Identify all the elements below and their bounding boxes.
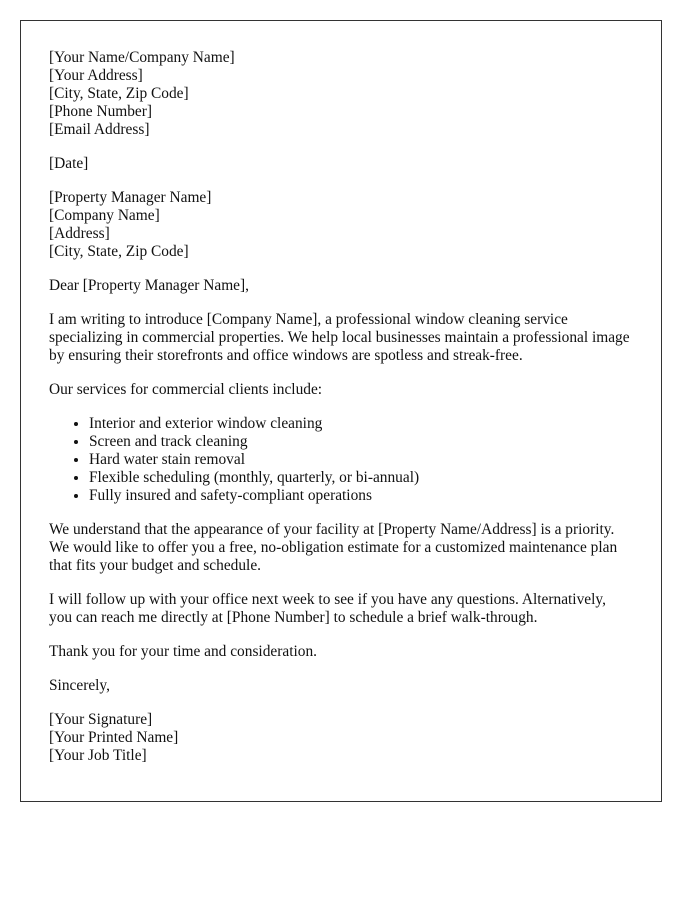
sender-block xyxy=(49,49,632,139)
letter xyxy=(20,20,662,802)
follow-up-paragraph: I will follow up with your office next week to see if you have any questions. Alternatively, you can reach me directly at [Phone Number] to schedule a brief walk-through. xyxy=(49,591,606,626)
sender-address: [Your Address] xyxy=(49,67,143,84)
list-item: • Hard water stain removal xyxy=(89,451,632,469)
signature: [Your Signature] xyxy=(49,711,153,728)
recipient-city: [City, State, Zip Code] xyxy=(49,243,189,260)
signature-block xyxy=(49,711,632,765)
salutation: Dear [Property Manager Name], xyxy=(49,277,249,294)
closing: Sincerely, xyxy=(49,677,110,694)
date: [Date] xyxy=(49,155,89,172)
offer-paragraph: We understand that the appearance of your facility at [Property Name/Address] is a priority. We would like to offer you a free, no-obligation estimate for a customized maintenance plan that fits your budget and schedule. xyxy=(49,521,618,574)
list-item: • Interior and exterior window cleaning xyxy=(89,415,632,433)
intro-paragraph: I am writing to introduce [Company Name], a professional window cleaning service specializing in commercial properties. We help local businesses maintain a professional image by ensuring their storefronts and office windows are spotless and streak-free. xyxy=(49,311,630,364)
list-item: • Fully insured and safety-compliant operations xyxy=(89,487,632,505)
sender-phone: [Phone Number] xyxy=(49,103,153,120)
recipient-name: [Property Manager Name] xyxy=(49,189,212,206)
sender-name: [Your Name/Company Name] xyxy=(49,49,235,66)
list-item: • Flexible scheduling (monthly, quarterly, or bi-annual) xyxy=(89,469,632,487)
recipient-address: [Address] xyxy=(49,225,110,242)
list-item: • Screen and track cleaning xyxy=(89,433,632,451)
recipient-block xyxy=(49,189,632,261)
recipient-company: [Company Name] xyxy=(49,207,160,224)
printed-name: [Your Printed Name] xyxy=(49,729,179,746)
job-title: [Your Job Title] xyxy=(49,747,147,764)
services-list xyxy=(49,415,632,505)
thanks: Thank you for your time and consideration. xyxy=(49,643,317,660)
services-intro: Our services for commercial clients include: xyxy=(49,381,323,398)
sender-email: [Email Address] xyxy=(49,121,150,138)
sender-city: [City, State, Zip Code] xyxy=(49,85,189,102)
